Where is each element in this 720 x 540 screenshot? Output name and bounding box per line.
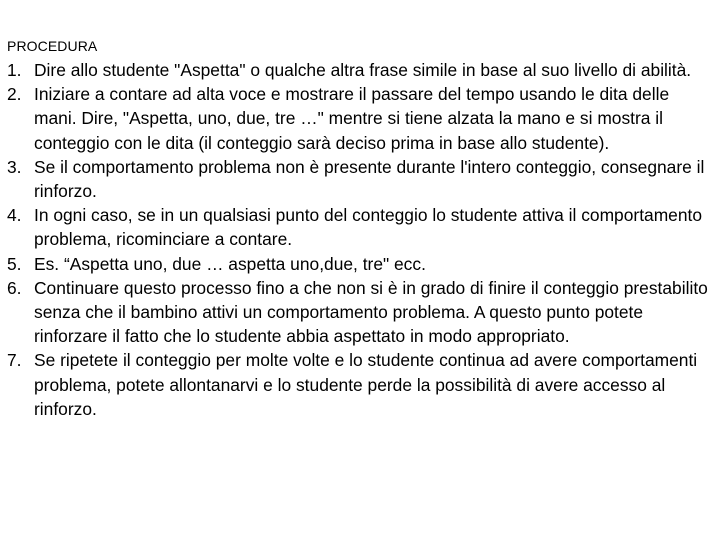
step-number: 5. [7, 253, 22, 274]
procedure-step-7 [7, 348, 712, 421]
step-number: 7. [7, 350, 22, 371]
procedure-step-2 [7, 82, 712, 155]
step-number: 3. [7, 156, 22, 177]
step-text: Se il comportamento problema non è presente durante l'intero conteggio, consegnare il rinforzo. [34, 156, 705, 202]
procedure-steps-list [7, 58, 712, 421]
step-number: 4. [7, 205, 22, 226]
procedure-step-5 [7, 252, 712, 276]
procedure-step-4 [7, 203, 712, 251]
step-text: Se ripetete il conteggio per molte volte e lo studente continua ad avere comportamenti problema, potete allontanarvi e lo studente perde la possibilità di avere accesso al rinforzo. [34, 350, 698, 419]
procedure-step-1 [7, 58, 712, 82]
step-text: Es. “Aspetta uno, due … aspetta uno,due, tre" ecc. [34, 253, 426, 274]
step-text: Iniziare a contare ad alta voce e mostrare il passare del tempo usando le dita delle mani. Dire, "Aspetta, uno, due, tre …" mentre si tiene alzata la mano e si mostra il conteggio con le dita (il conteggio sarà deciso prima in base allo studente). [34, 84, 670, 153]
procedure-step-6 [7, 276, 712, 349]
step-number: 6. [7, 277, 22, 298]
step-number: 2. [7, 84, 22, 105]
step-number: 1. [7, 60, 22, 80]
step-text: Dire allo studente "Aspetta" o qualche altra frase simile in base al suo livello di abilità. [34, 60, 692, 80]
procedure-heading: PROCEDURA [7, 38, 98, 54]
step-text: In ogni caso, se in un qualsiasi punto del conteggio lo studente attiva il comportamento problema, ricominciare a contare. [34, 205, 703, 250]
procedure-step-3 [7, 155, 712, 203]
step-text: Continuare questo processo fino a che non si è in grado di finire il conteggio prestabilito senza che il bambino attivi un comportamento problema. A questo punto potete rinforzare il fatto che lo studente abbia aspettato in modo appropriato. [34, 277, 708, 347]
